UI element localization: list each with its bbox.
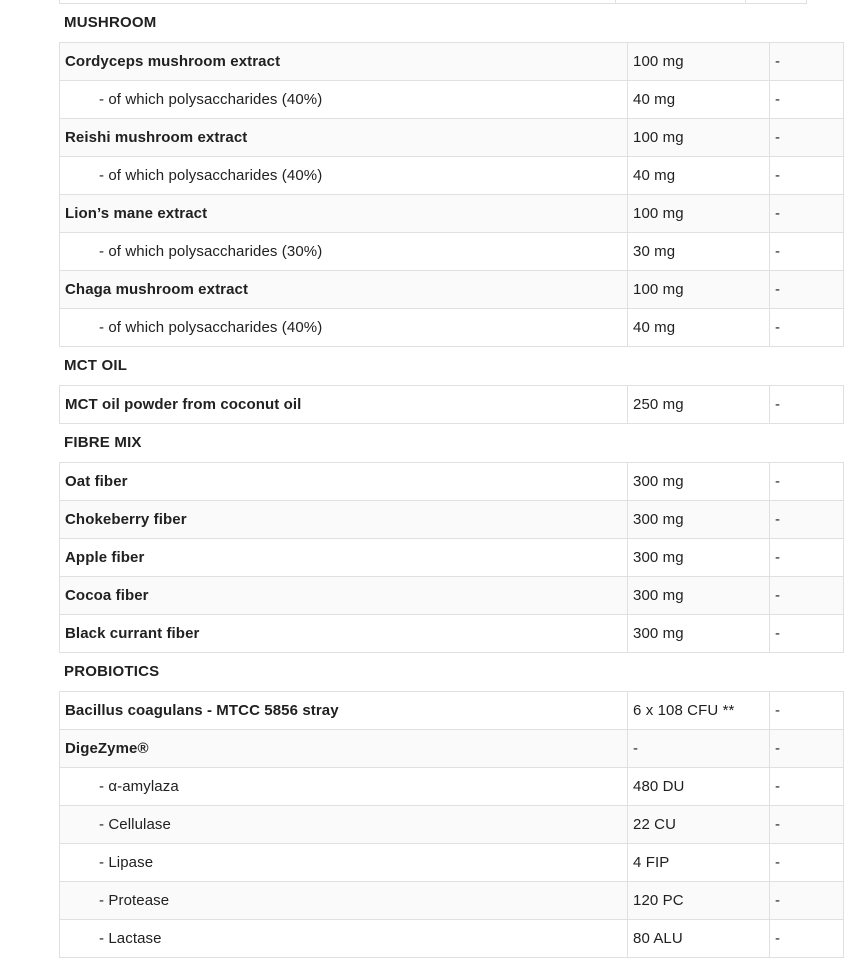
ingredient-cell <box>60 844 628 882</box>
table-row <box>60 271 844 309</box>
rda-cell <box>770 386 844 424</box>
table-row <box>60 309 844 347</box>
amount-value: 80 ALU <box>633 930 683 947</box>
section-fibre-mix <box>59 433 807 653</box>
table-row <box>60 463 844 501</box>
amount-cell <box>628 195 770 233</box>
ingredient-name: - Lactase <box>99 930 162 947</box>
table-row <box>60 233 844 271</box>
amount-cell <box>628 844 770 882</box>
section-title: MUSHROOM <box>64 14 157 31</box>
amount-value: 300 mg <box>633 511 684 528</box>
ingredient-name: Chokeberry fiber <box>65 511 187 528</box>
rda-cell <box>770 195 844 233</box>
rda-value: - <box>775 740 781 757</box>
remnant-amount-cell <box>616 0 746 3</box>
ingredient-cell <box>60 195 628 233</box>
amount-cell <box>628 501 770 539</box>
ingredient-name: - Protease <box>99 892 170 909</box>
ingredient-name: MCT oil powder from coconut oil <box>65 396 302 413</box>
ingredient-name: Black currant fiber <box>65 625 200 642</box>
ingredient-name: - of which polysaccharides (40%) <box>99 91 323 108</box>
rda-value: - <box>775 778 781 795</box>
ingredient-cell <box>60 81 628 119</box>
rda-cell <box>770 806 844 844</box>
amount-cell <box>628 233 770 271</box>
amount-value: 30 mg <box>633 243 676 260</box>
table-row <box>60 539 844 577</box>
rda-value: - <box>775 91 781 108</box>
ingredient-cell <box>60 692 628 730</box>
ingredient-cell <box>60 539 628 577</box>
section-mct-oil <box>59 356 807 424</box>
ingredient-cell <box>60 577 628 615</box>
nutrition-table <box>59 691 844 958</box>
rda-value: - <box>775 854 781 871</box>
table-row <box>60 43 844 81</box>
table-row <box>60 806 844 844</box>
amount-cell <box>628 806 770 844</box>
table-row <box>60 157 844 195</box>
rda-cell <box>770 692 844 730</box>
rda-value: - <box>775 892 781 909</box>
table-row <box>60 692 844 730</box>
amount-cell <box>628 463 770 501</box>
rda-cell <box>770 119 844 157</box>
section-mushroom <box>59 13 807 347</box>
amount-cell <box>628 768 770 806</box>
rda-cell <box>770 501 844 539</box>
rda-value: - <box>775 167 781 184</box>
rda-value: - <box>775 53 781 70</box>
section-title: PROBIOTICS <box>64 663 160 680</box>
previous-table-partial <box>59 0 807 4</box>
rda-cell <box>770 271 844 309</box>
rda-cell <box>770 730 844 768</box>
amount-cell <box>628 577 770 615</box>
rda-value: - <box>775 625 781 642</box>
ingredient-name: DigeZyme® <box>65 740 149 757</box>
rda-value: - <box>775 816 781 833</box>
rda-cell <box>770 463 844 501</box>
amount-cell <box>628 119 770 157</box>
section-title: MCT OIL <box>64 357 128 374</box>
ingredient-name: Chaga mushroom extract <box>65 281 249 298</box>
amount-value: 300 mg <box>633 549 684 566</box>
ingredient-cell <box>60 386 628 424</box>
amount-cell <box>628 615 770 653</box>
section-probiotics <box>59 662 807 958</box>
ingredient-cell <box>60 157 628 195</box>
table-row <box>60 386 844 424</box>
rda-cell <box>770 882 844 920</box>
table-content-area <box>59 0 807 958</box>
ingredient-name: - Lipase <box>99 854 154 871</box>
rda-value: - <box>775 587 781 604</box>
amount-cell <box>628 81 770 119</box>
rda-value: - <box>775 473 781 490</box>
rda-cell <box>770 309 844 347</box>
amount-value: 120 PC <box>633 892 684 909</box>
rda-value: - <box>775 205 781 222</box>
remnant-ingredient-cell <box>60 0 616 3</box>
amount-value: 100 mg <box>633 281 684 298</box>
rda-cell <box>770 615 844 653</box>
ingredient-name: - of which polysaccharides (40%) <box>99 167 323 184</box>
amount-cell <box>628 271 770 309</box>
ingredient-cell <box>60 309 628 347</box>
ingredient-cell <box>60 233 628 271</box>
amount-value: 300 mg <box>633 587 684 604</box>
amount-value: 4 FIP <box>633 854 670 871</box>
table-row <box>60 501 844 539</box>
ingredient-name: - α-amylaza <box>99 778 179 795</box>
rda-cell <box>770 43 844 81</box>
ingredient-name: Bacillus coagulans - MTCC 5856 stray <box>65 702 339 719</box>
rda-value: - <box>775 702 781 719</box>
ingredient-name: Cordyceps mushroom extract <box>65 53 281 70</box>
rda-value: - <box>775 281 781 298</box>
ingredient-cell <box>60 43 628 81</box>
table-row <box>60 195 844 233</box>
table-row <box>60 615 844 653</box>
rda-value: - <box>775 511 781 528</box>
amount-value: 6 x 108 CFU ** <box>633 702 735 719</box>
rda-cell <box>770 920 844 958</box>
ingredient-name: Lion’s mane extract <box>65 205 208 222</box>
rda-value: - <box>775 243 781 260</box>
ingredient-name: - of which polysaccharides (30%) <box>99 243 323 260</box>
ingredient-cell <box>60 768 628 806</box>
amount-value: 250 mg <box>633 396 684 413</box>
nutrition-table <box>59 385 844 424</box>
amount-value: 40 mg <box>633 167 676 184</box>
ingredient-cell <box>60 615 628 653</box>
nutrition-table <box>59 42 844 347</box>
rda-cell <box>770 233 844 271</box>
table-row <box>60 81 844 119</box>
amount-cell <box>628 920 770 958</box>
rda-value: - <box>775 930 781 947</box>
table-row <box>60 882 844 920</box>
rda-value: - <box>775 319 781 336</box>
amount-cell <box>628 539 770 577</box>
ingredient-cell <box>60 920 628 958</box>
table-row <box>60 844 844 882</box>
ingredient-name: Oat fiber <box>65 473 128 490</box>
remnant-rda-cell <box>746 0 806 3</box>
table-row <box>60 730 844 768</box>
ingredient-cell <box>60 501 628 539</box>
ingredient-cell <box>60 730 628 768</box>
rda-value: - <box>775 129 781 146</box>
ingredient-cell <box>60 463 628 501</box>
rda-cell <box>770 539 844 577</box>
rda-value: - <box>775 549 781 566</box>
ingredient-cell <box>60 119 628 157</box>
ingredient-cell <box>60 806 628 844</box>
rda-cell <box>770 768 844 806</box>
ingredient-name: - of which polysaccharides (40%) <box>99 319 323 336</box>
rda-cell <box>770 844 844 882</box>
amount-cell <box>628 882 770 920</box>
ingredient-name: Cocoa fiber <box>65 587 149 604</box>
amount-value: 100 mg <box>633 129 684 146</box>
amount-value: 40 mg <box>633 319 676 336</box>
amount-value: 300 mg <box>633 625 684 642</box>
amount-value: 100 mg <box>633 53 684 70</box>
rda-cell <box>770 81 844 119</box>
rda-cell <box>770 157 844 195</box>
section-title: FIBRE MIX <box>64 434 142 451</box>
table-row <box>60 768 844 806</box>
amount-cell <box>628 157 770 195</box>
amount-cell <box>628 692 770 730</box>
amount-value: 480 DU <box>633 778 685 795</box>
rda-cell <box>770 577 844 615</box>
ingredient-cell <box>60 882 628 920</box>
table-row <box>60 920 844 958</box>
amount-cell <box>628 730 770 768</box>
table-row <box>60 577 844 615</box>
ingredient-name: Apple fiber <box>65 549 145 566</box>
amount-value: 100 mg <box>633 205 684 222</box>
ingredient-cell <box>60 271 628 309</box>
amount-value: 40 mg <box>633 91 676 108</box>
ingredient-name: Reishi mushroom extract <box>65 129 248 146</box>
ingredient-name: - Cellulase <box>99 816 171 833</box>
amount-value: 22 CU <box>633 816 677 833</box>
rda-value: - <box>775 396 781 413</box>
nutrition-table <box>59 462 844 653</box>
amount-cell <box>628 309 770 347</box>
amount-cell <box>628 43 770 81</box>
amount-value: 300 mg <box>633 473 684 490</box>
amount-cell <box>628 386 770 424</box>
amount-value: - <box>633 740 639 757</box>
table-row <box>60 119 844 157</box>
